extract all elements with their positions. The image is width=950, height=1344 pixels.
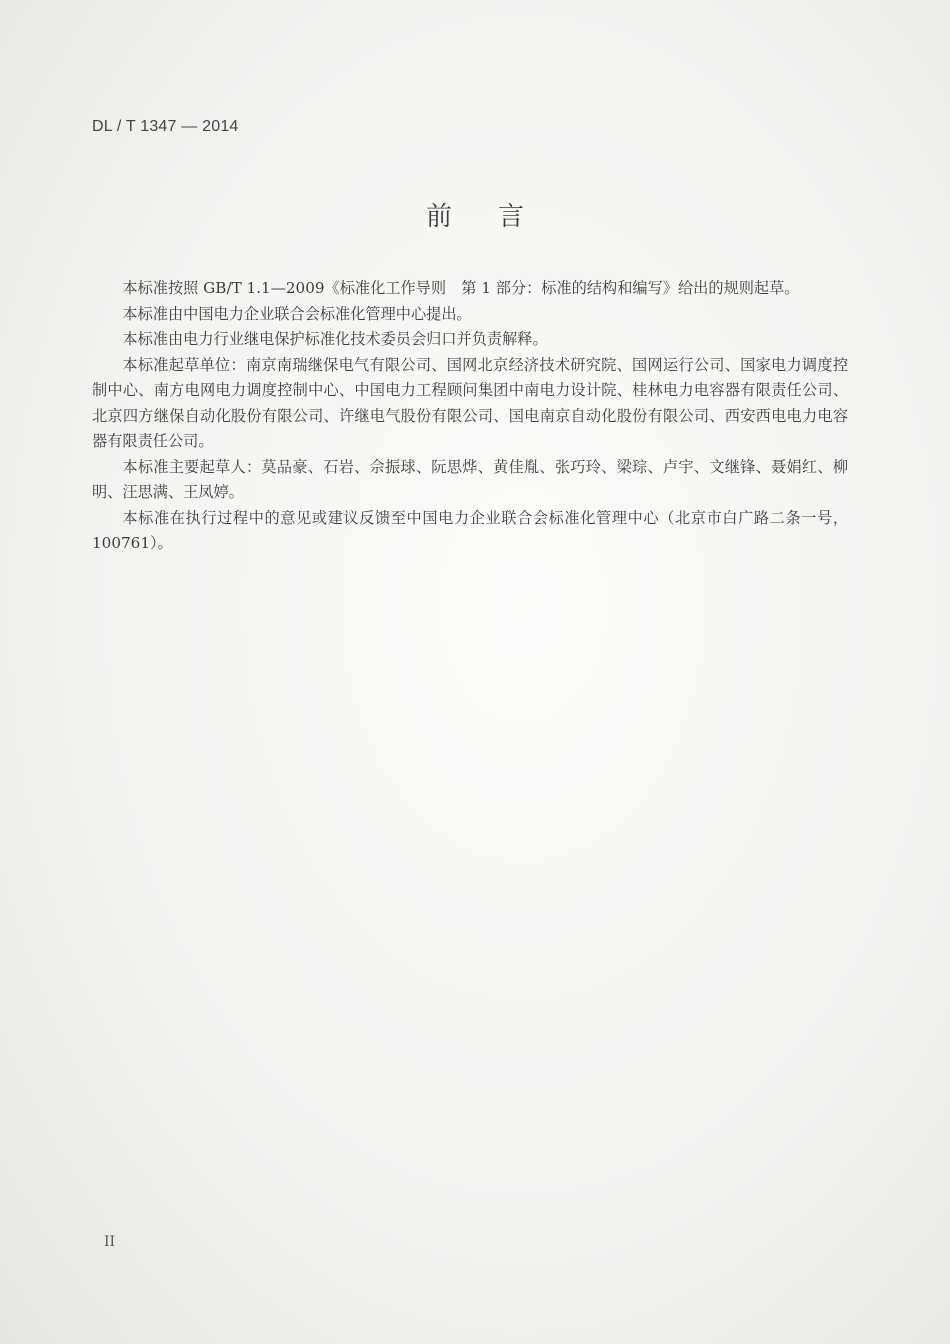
paragraph-proposed-by: 本标准由中国电力企业联合会标准化管理中心提出。 xyxy=(122,304,472,323)
paragraph-drafters: 本标准主要起草人：莫品豪、石岩、佘振球、阮思烨、黄佳胤、张巧玲、梁琮、卢宇、文继锋、聂娟红、柳明、汪思满、王凤婷。 xyxy=(92,457,848,501)
foreword-body xyxy=(92,276,848,557)
paragraph-interpreted-by: 本标准由电力行业继电保护标准化技术委员会归口并负责解释。 xyxy=(122,330,548,348)
standard-code: DL / T 1347 — 2014 xyxy=(92,118,239,135)
paragraph-feedback: 本标准在执行过程中的意见或建议反馈至中国电力企业联合会标准化管理中心（北京市白广路二条一号，100761）。 xyxy=(92,508,848,552)
page-number: II xyxy=(104,1234,116,1250)
paragraph-drafting-units: 本标准起草单位：南京南瑞继保电气有限公司、国网北京经济技术研究院、国网运行公司、国家电力调度控制中心、南方电网电力调度控制中心、中国电力工程顾问集团中南电力设计院、桂林电力电容器有限责任公司、北京四方继保自动化股份有限公司、许继电气股份有限公司、国电南京自动化股份有限公司、西安西电电力电容器有限责任公司。 xyxy=(92,355,848,450)
page-title: 前言 xyxy=(425,202,570,232)
paragraph-drafting-rules: 本标准按照 GB/T 1.1—2009《标准化工作导则 第 1 部分：标准的结构和编写》给出的规则起草。 xyxy=(122,279,800,297)
